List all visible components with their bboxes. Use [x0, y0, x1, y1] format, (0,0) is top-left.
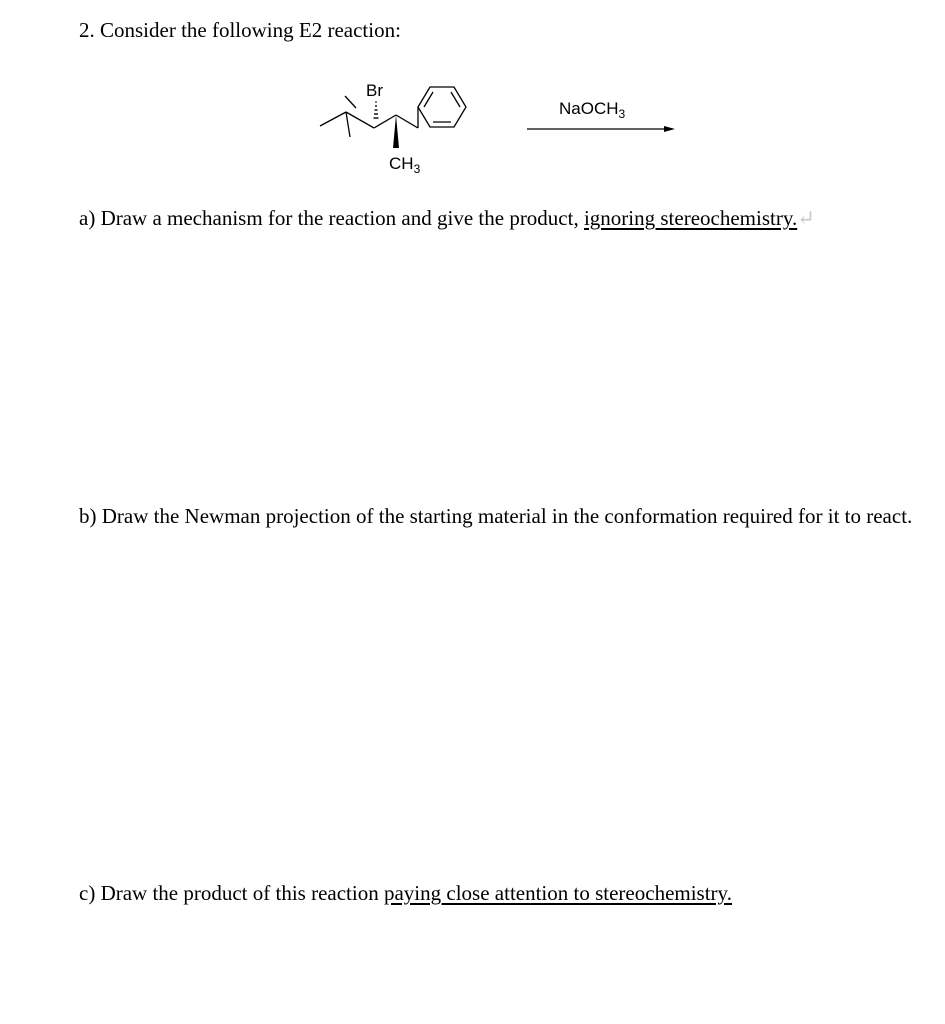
wedge-bond [393, 115, 399, 148]
paragraph-mark: ↵ [797, 206, 815, 230]
question-title: 2. Consider the following E2 reaction: [79, 18, 401, 42]
benzene-ring [418, 87, 466, 127]
tbutyl-bond [346, 112, 350, 137]
methyl-label: $CH_3$ [389, 154, 421, 176]
bromo-label: Br [366, 81, 383, 100]
part-a-prompt: a) Draw a mechanism for the reaction and give the product, ignoring stereochemistry.↵ [79, 206, 815, 230]
chain-bond [396, 115, 418, 128]
hashed-wedge-bond [374, 102, 379, 118]
part-c-prompt: c) Draw the product of this reaction paying close attention to stereochemistry. [79, 881, 732, 905]
arrow-head [664, 126, 675, 132]
tbutyl-bond [346, 112, 374, 128]
chain-bond [374, 115, 396, 128]
tbutyl-bond [320, 112, 346, 126]
tbutyl-bond [345, 96, 356, 108]
part-b-prompt: b) Draw the Newman projection of the starting material in the conformation required for it to react. [79, 504, 913, 528]
part-c-emphasis: paying close attention to stereochemistry. [383, 881, 732, 905]
part-a-emphasis: ignoring stereochemistry. [583, 206, 798, 230]
reagent-label: NaOCH$_3$ [559, 99, 626, 121]
reaction-scheme [300, 70, 700, 190]
